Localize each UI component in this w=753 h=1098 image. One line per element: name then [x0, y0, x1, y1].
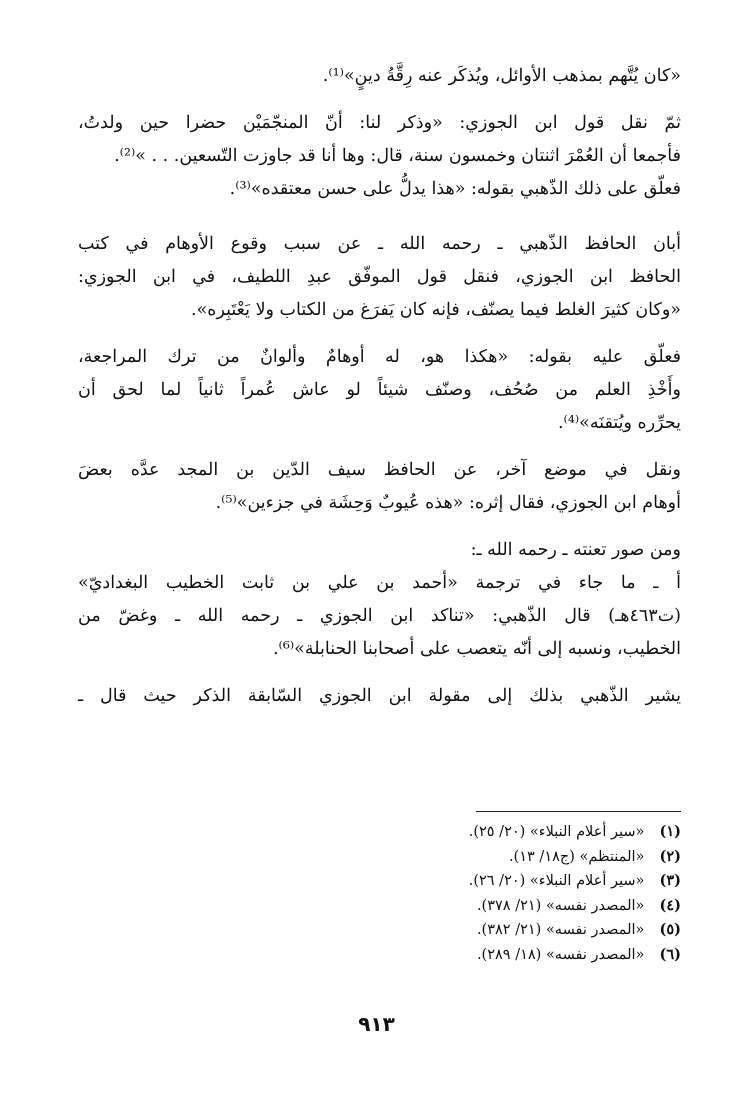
- text-line: ومن صور تعنته ـ رحمه الله ـ:: [470, 540, 681, 560]
- footnote-text: «سير أعلام النبلاء» (٢٠/ ٢٦).: [468, 873, 645, 889]
- footnote-number: (٥): [659, 921, 681, 938]
- paragraph-4: [78, 341, 681, 440]
- footnote-number: (٤): [659, 896, 681, 914]
- footnote-number: (١): [659, 823, 681, 840]
- paragraph-2: [78, 107, 681, 206]
- footnote-item: [300, 820, 681, 845]
- footnote-number: (٢): [659, 847, 681, 865]
- text-line: فأجمعا أن العُمْرَ اثنتان وخمسون سنة، قال: وها أنا قد جاوزت التّسعين. . . »⁽²⁾.: [114, 146, 681, 166]
- text-line: «وكان كثيرَ الغلط فيما يصنّف، فإنه كان يَفرَغ من الكتاب ولا يَعْتَبِره».: [191, 300, 681, 320]
- text-line: أ ـ ما جاء في ترجمة «أحمد بن علي بن ثابت الخطيب البغداديّ»: [78, 573, 681, 593]
- footnote-item: [300, 869, 681, 894]
- text-line: الحافظ ابن الجوزي، فنقل قول الموفّق عبدِ اللطيف، في ابن الجوزي:: [78, 267, 681, 287]
- paragraph-3: [78, 228, 681, 327]
- page-number: ٩١٣: [358, 1012, 395, 1036]
- text-line: يشير الذّهبي بذلك إلى مقولة ابن الجوزي السّابقة الذكر حيث قال ـ: [78, 686, 681, 706]
- paragraph-7: [78, 680, 681, 713]
- footnote-divider: [476, 811, 681, 812]
- page-body: [78, 60, 681, 713]
- paragraph-6: [78, 534, 681, 666]
- footnote-number: (٣): [659, 872, 681, 889]
- text-line: ثمّ نقل قول ابن الجوزي: «وذكر لنا: أنّ المنجّمَيْن حضرا حين ولدتُ،: [78, 113, 681, 133]
- text-line: وأَخْذِ العلم من صُحُف، وصنّف شيئاً لو عاش عُمراً ثانياً لما لحق أن: [78, 380, 681, 400]
- text-line: «كان يُتَّهم بمذهب الأوائل، ويُذكَر عنه رِقَّةُ دينٍ»⁽¹⁾.: [322, 66, 681, 86]
- text-line: ونقل في موضع آخر، عن الحافظ سيف الدّين بن المجد عدَّه بعضَ: [78, 460, 681, 480]
- footnote-text: «المصدر نفسه» (٢١/ ٣٨٢).: [476, 922, 645, 938]
- footnote-number: (٦): [659, 945, 681, 963]
- footnotes: [300, 820, 681, 967]
- text-line: فعلّق عليه بقوله: «هكذا هو، له أوهامٌ وألوانٌ من ترك المراجعة،: [78, 347, 681, 367]
- footnote-item: [300, 894, 681, 919]
- paragraph-5: [78, 454, 681, 520]
- text-line: فعلّق على ذلك الذّهبي بقوله: «هذا يدلُّ على حسن معتقده»⁽³⁾.: [229, 179, 681, 199]
- footnote-item: [300, 943, 681, 968]
- text-line: يحرِّره ويُتقنَه»⁽⁴⁾.: [557, 413, 681, 433]
- text-line: الخطيب، ونسبه إلى أنّه يتعصب على أصحابنا الحنابلة»⁽⁶⁾.: [272, 639, 681, 659]
- text-line: أبان الحافظ الذّهبي ـ رحمه الله ـ عن سبب وقوع الأوهام في كتب: [78, 234, 681, 254]
- footnote-text: «المصدر نفسه» (٢١/ ٣٧٨).: [476, 897, 645, 914]
- footnote-text: «المنتظم» (ج١٨/ ١٣).: [508, 848, 645, 865]
- text-line: (ت٤٦٣هـ) قال الذّهبي: «تناكد ابن الجوزي ـ رحمه الله ـ وغضّ من: [78, 606, 681, 626]
- footnote-item: [300, 918, 681, 943]
- footnote-text: «سير أعلام النبلاء» (٢٠/ ٢٥).: [468, 824, 645, 840]
- text-line: أوهام ابن الجوزي، فقال إثره: «هذه عُيوبٌ وَحِشَة في جزءين»⁽⁵⁾.: [215, 493, 681, 513]
- footnote-text: «المصدر نفسه» (١٨/ ٢٨٩).: [476, 946, 645, 963]
- paragraph-1: [78, 60, 681, 93]
- footnote-item: [300, 845, 681, 870]
